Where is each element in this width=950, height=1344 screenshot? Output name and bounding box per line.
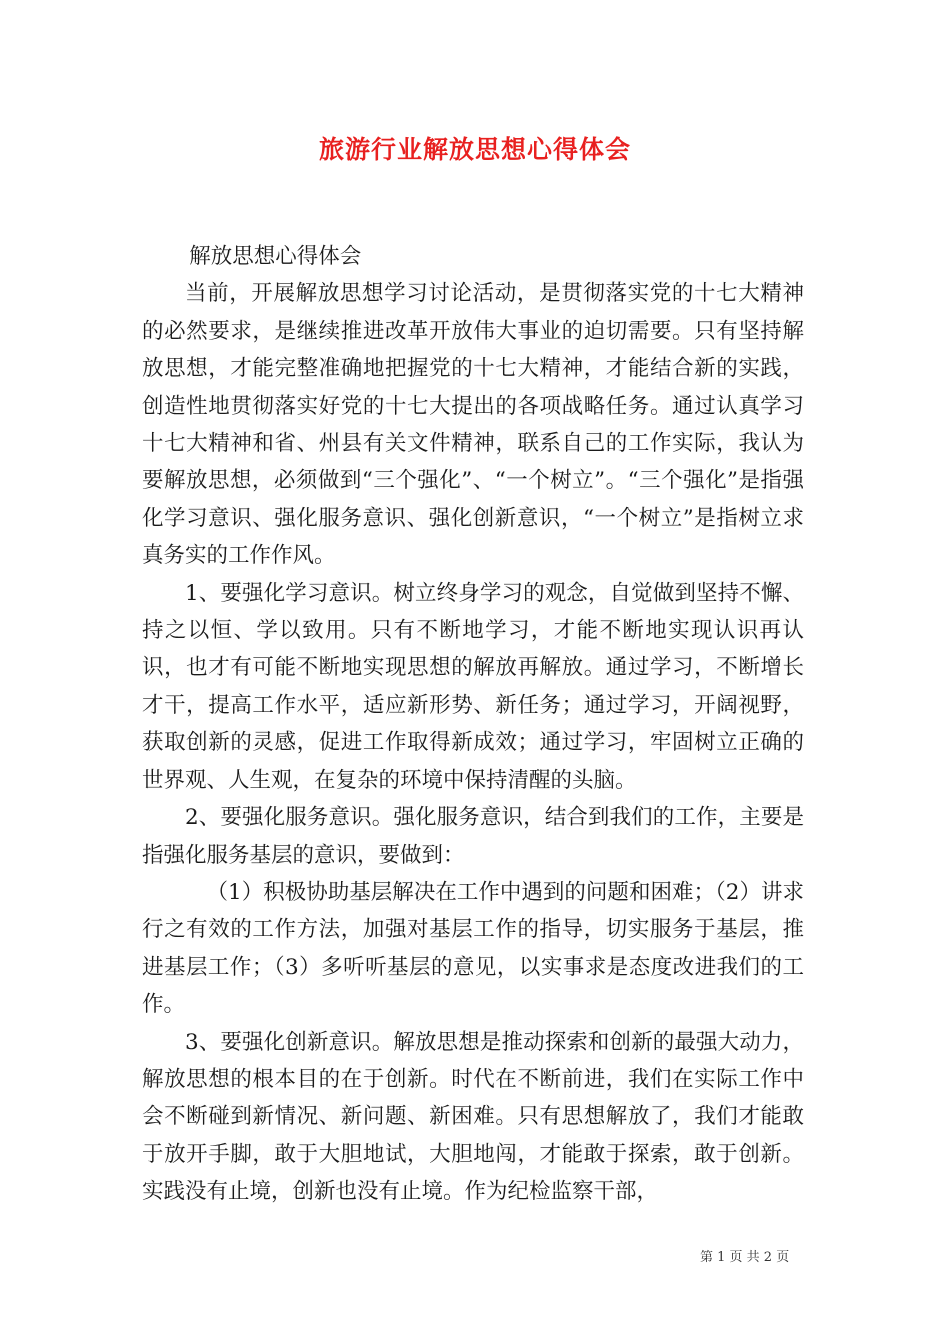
document-body bbox=[142, 238, 804, 1211]
paragraph-learning: 1、要强化学习意识。树立终身学习的观念，自觉做到坚持不懈、持之以恒、学以致用。只有不断地学习，才能不断地实现认识再认识，也才有可能不断地实现思想的解放再解放。通过学习，不断增长才干，提高工作水平，适应新形势、新任务；通过学习，开阔视野，获取创新的灵感，促进工作取得新成效；通过学习，牢固树立正确的世界观、人生观，在复杂的环境中保持清醒的头脑。 bbox=[142, 580, 804, 793]
document-subtitle: 解放思想心得体会 bbox=[189, 244, 362, 269]
paragraph-intro: 当前，开展解放思想学习讨论活动，是贯彻落实党的十七大精神的必然要求，是继续推进改革开放伟大事业的迫切需要。只有坚持解放思想，才能完整准确地把握党的十七大精神，才能结合新的实践，创造性地贯彻落实好党的十七大提出的各项战略任务。通过认真学习十七大精神和省、州县有关文件精神，联系自己的工作实际，我认为要解放思想，必须做到“三个强化”、“一个树立”。“三个强化”是指强化学习意识、强化服务意识、强化创新意识，“一个树立”是指树立求真务实的工作作风。 bbox=[142, 281, 804, 569]
document-title: 旅游行业解放思想心得体会 bbox=[318, 135, 631, 164]
paragraph-innovation: 3、要强化创新意识。解放思想是推动探索和创新的最强大动力，解放思想的根本目的在于创新。时代在不断前进，我们在实际工作中会不断碰到新情况、新问题、新困难。只有思想解放了，我们才能敢于放开手脚，敢于大胆地试，大胆地闯，才能敢于探索，敢于创新。实践没有止境，创新也没有止境。作为纪检监察干部， bbox=[142, 1029, 804, 1205]
paragraph-service: 2、要强化服务意识。强化服务意识，结合到我们的工作，主要是指强化服务基层的意识，要做到： bbox=[142, 805, 804, 868]
page-number: 第 1 页 共 2 页 bbox=[700, 1250, 790, 1265]
paragraph-service-items: （1）积极协助基层解决在工作中遇到的问题和困难；（2）讲求行之有效的工作方法，加强对基层工作的指导，切实服务于基层，推进基层工作；（3）多听听基层的意见，以实事求是态度改进我们的工作。 bbox=[142, 879, 804, 1018]
